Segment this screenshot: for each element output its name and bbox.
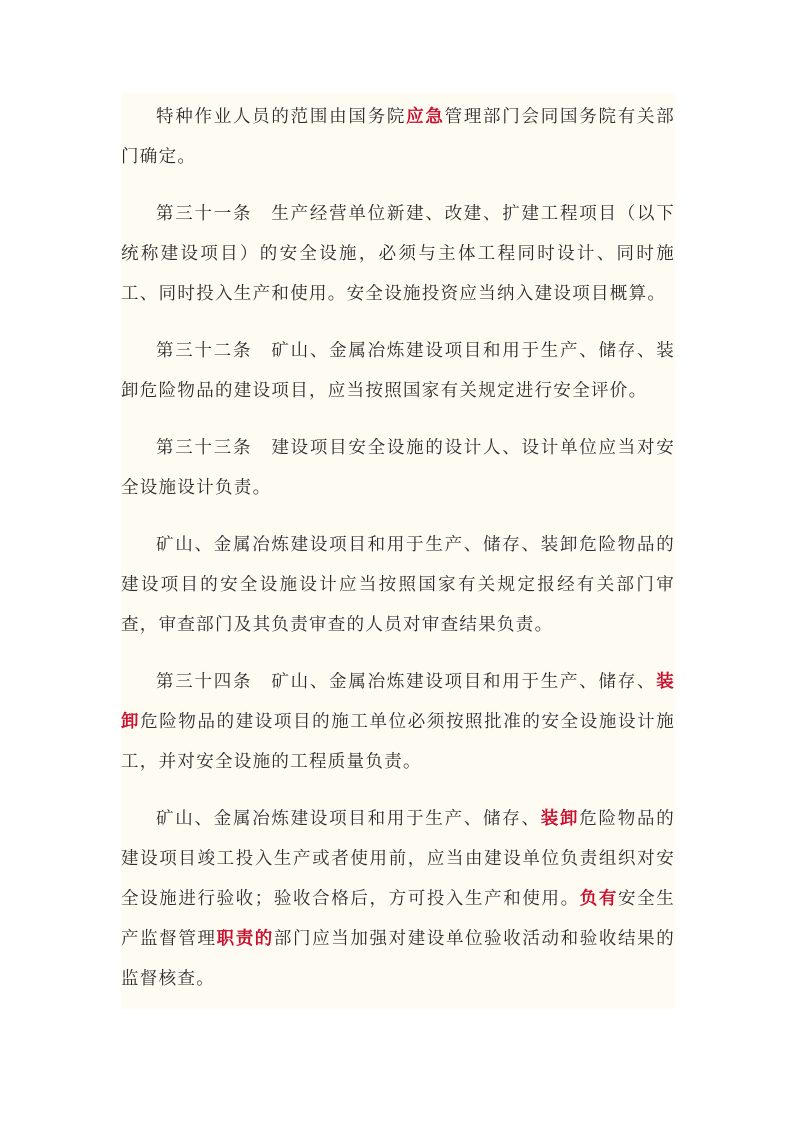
text-segment: 危险物品的建设项目竣工投入生产或者使用前，应当由建设单位负责组织对安全设施进行验收；验收合格后，方可投入生产和使用。 bbox=[121, 809, 676, 909]
highlighted-term: 应急 bbox=[406, 107, 445, 127]
highlighted-term: 职责的 bbox=[216, 929, 274, 949]
text-segment: 管理部门会同国务院有关部门确定。 bbox=[121, 107, 675, 167]
text-segment: 特种作业人员的范围由国务院 bbox=[156, 107, 407, 127]
highlighted-term: 负有 bbox=[579, 889, 618, 909]
document-body bbox=[121, 93, 675, 1009]
text-segment: 危险物品的建设项目的施工单位必须按照批准的安全设施设计施工，并对安全设施的工程质量负责。 bbox=[121, 712, 675, 772]
text-segment: 第三十一条 生产经营单位新建、改建、扩建工程项目（以下统称建设项目）的安全设施，必须与主体工程同时设计、同时施工、同时投入生产和使用。安全设施投资应当纳入建设项目概算。 bbox=[121, 204, 675, 304]
highlighted-term: 装卸 bbox=[540, 809, 580, 829]
text-segment: 部门应当加强对建设单位验收活动和验收结果的监督核查。 bbox=[121, 929, 675, 989]
paragraph-article-31 bbox=[121, 194, 675, 314]
paragraph-article-33-part-2 bbox=[121, 525, 675, 645]
text-segment: 第三十二条 矿山、金属冶炼建设项目和用于生产、储存、装卸危险物品的建设项目，应当按照国家有关规定进行安全评价。 bbox=[121, 341, 675, 401]
paragraph-1 bbox=[121, 97, 675, 177]
paragraph-article-34-part-2 bbox=[121, 799, 675, 999]
highlighted-term: 装卸 bbox=[121, 672, 675, 732]
paragraph-article-33 bbox=[121, 428, 675, 508]
paragraph-article-34 bbox=[121, 662, 675, 782]
paragraph-article-32 bbox=[121, 331, 675, 411]
text-segment: 矿山、金属冶炼建设项目和用于生产、储存、 bbox=[156, 809, 541, 829]
text-segment: 矿山、金属冶炼建设项目和用于生产、储存、装卸危险物品的建设项目的安全设施设计应当按照国家有关规定报经有关部门审查，审查部门及其负责审查的人员对审查结果负责。 bbox=[121, 535, 675, 635]
text-segment: 第三十四条 矿山、金属冶炼建设项目和用于生产、储存、 bbox=[156, 672, 657, 692]
text-segment: 第三十三条 建设项目安全设施的设计人、设计单位应当对安全设施设计负责。 bbox=[121, 438, 675, 498]
text-segment: 安全生产监督管理 bbox=[121, 889, 675, 949]
